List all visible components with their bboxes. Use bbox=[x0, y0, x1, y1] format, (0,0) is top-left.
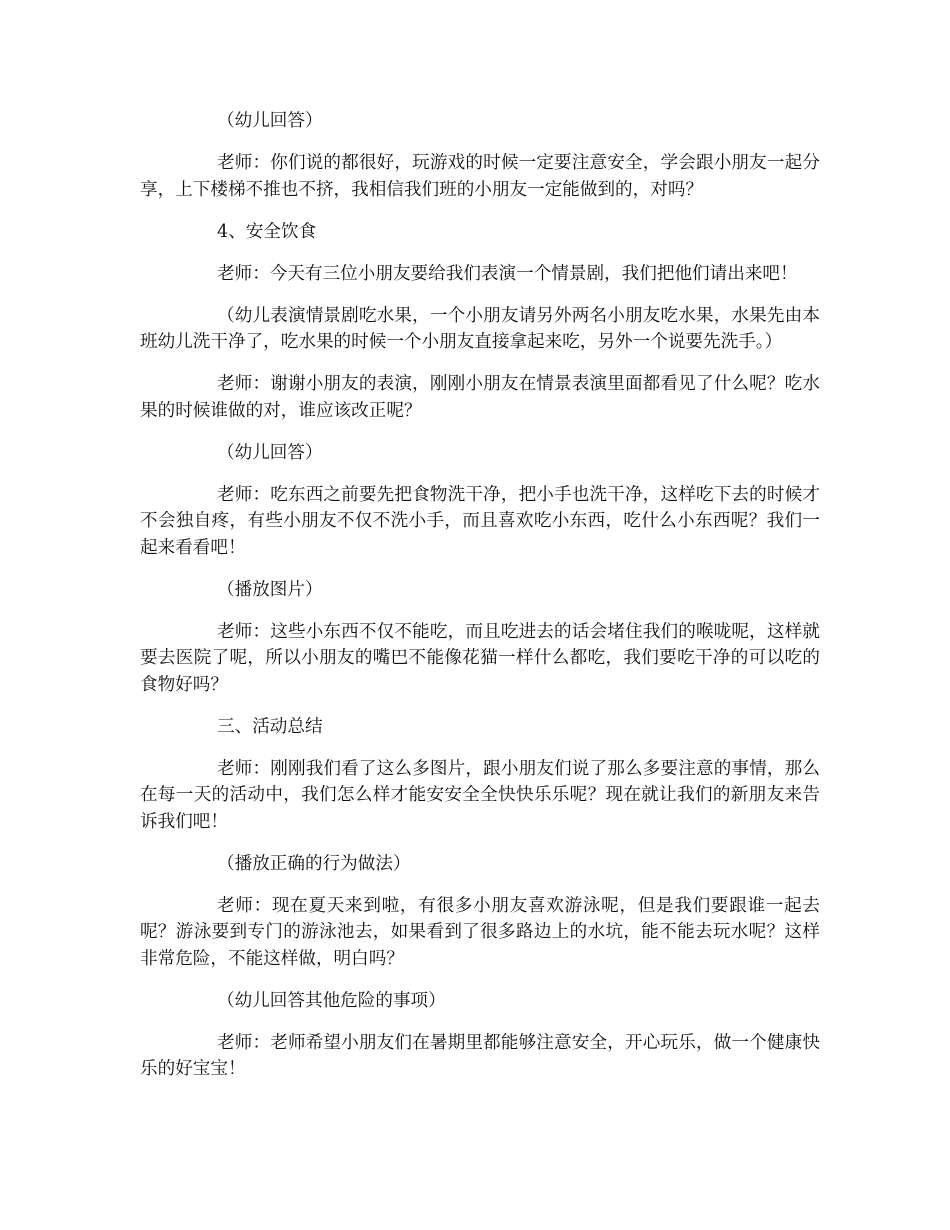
paragraph-children-answer-2: （幼儿回答） bbox=[217, 442, 323, 463]
paragraph-teacher-skit-intro: 老师：今天有三位小朋友要给我们表演一个情景剧，我们把他们请出来吧！ bbox=[217, 263, 798, 284]
paragraph-teacher-summary: 老师：刚刚我们看了这么多图片，跟小朋友们说了那么多要注意的事情，那么在每一天的活动中，我们怎么样才能安安全全快快乐乐呢？现在就让我们的新朋友来告诉我们吧！ bbox=[140, 758, 820, 832]
paragraph-children-other-dangers: （幼儿回答其他危险的事项） bbox=[217, 990, 446, 1011]
document-body bbox=[140, 108, 820, 1083]
paragraph-teacher-game-safety: 老师：你们说的都很好，玩游戏的时候一定要注意安全，学会跟小朋友一起分享，上下楼梯不推也不挤，我相信我们班的小朋友一定能做到的，对吗？ bbox=[140, 153, 820, 200]
paragraph-teacher-swimming: 老师：现在夏天来到啦，有很多小朋友喜欢游泳呢，但是我们要跟谁一起去呢？游泳要到专门的游泳池去，如果看到了很多路边上的水坑，能不能去玩水呢？这样非常危险，不能这样做，明白吗？ bbox=[140, 895, 820, 969]
paragraph-teacher-wash-hands: 老师：吃东西之前要先把食物洗干净，把小手也洗干净，这样吃下去的时候才不会独自疼，有些小朋友不仅不洗小手，而且喜欢吃小东西，吃什么小东西呢？我们一起来看看吧！ bbox=[140, 484, 820, 558]
paragraph-teacher-skit-question: 老师：谢谢小朋友的表演，刚刚小朋友在情景表演里面都看见了什么呢？吃水果的时候谁做的对，谁应该改正呢？ bbox=[140, 374, 820, 421]
paragraph-skit-description: （幼儿表演情景剧吃水果，一个小朋友请另外两名小朋友吃水果，水果先由本班幼儿洗干净了，吃水果的时候一个小朋友直接拿起来吃，另外一个说要先洗手。） bbox=[140, 305, 820, 352]
paragraph-teacher-closing: 老师：老师希望小朋友们在暑期里都能够注意安全，开心玩乐，做一个健康快乐的好宝宝！ bbox=[140, 1032, 820, 1079]
paragraph-children-answer-1: （幼儿回答） bbox=[217, 111, 323, 131]
paragraph-teacher-small-objects: 老师：这些小东西不仅不能吃，而且吃进去的话会堵住我们的喉咙呢，这样就要去医院了呢，所以小朋友的嘴巴不能像花猫一样什么都吃，我们要吃干净的可以吃的食物好吗？ bbox=[140, 621, 820, 695]
paragraph-show-pictures: （播放图片） bbox=[217, 579, 323, 600]
section-heading-summary: 三、活动总结 bbox=[217, 716, 323, 737]
section-heading-food-safety: 4、安全饮食 bbox=[217, 221, 317, 242]
paragraph-show-correct-behavior: （播放正确的行为做法） bbox=[217, 853, 411, 874]
